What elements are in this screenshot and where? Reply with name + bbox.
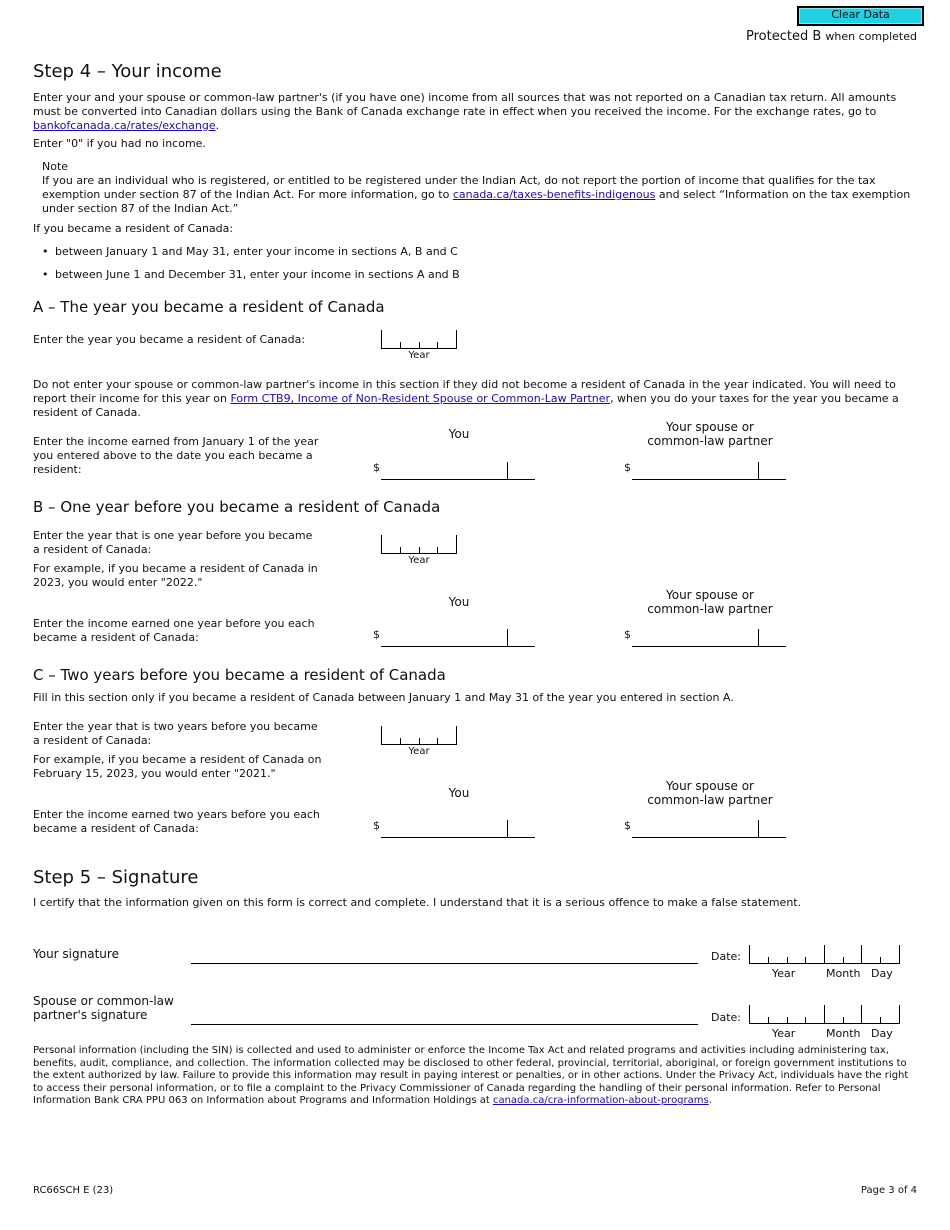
sectionB-example: For example, if you became a resident of Canada in 2023, you would enter "2022." bbox=[33, 562, 318, 589]
date-label: Date: bbox=[711, 950, 741, 963]
sectionC-you-header: You bbox=[448, 786, 470, 800]
sectionB-year-input[interactable] bbox=[381, 535, 457, 554]
step4-intro bbox=[33, 91, 913, 133]
your-signature-input[interactable] bbox=[191, 963, 698, 964]
sectionA-you-header: You bbox=[448, 427, 470, 441]
sectionC-income-label: Enter the income earned two years before you each became a resident of Canada: bbox=[33, 808, 320, 835]
sectionC-year-caption: Year bbox=[408, 746, 430, 757]
form-code: RC66SCH E (23) bbox=[33, 1185, 114, 1196]
sectionA-para-text: Do not enter your spouse or common-law partner's income in this section if they did not become a resident of Canada in the year indicated. You will need to report their income for this year on bbox=[33, 378, 896, 405]
sectionA-income-label: Enter the income earned from January 1 of the year you entered above to the date you each became a resident: bbox=[33, 435, 319, 476]
sectionC-intro: Fill in this section only if you became a resident of Canada between January 1 and May 31 of the year you entered in section A. bbox=[33, 691, 734, 704]
sectionA-spouse-income-input[interactable] bbox=[632, 462, 786, 480]
year-tick bbox=[437, 342, 438, 348]
sectionA-paragraph bbox=[33, 378, 908, 420]
step4-intro-end: . bbox=[215, 119, 220, 132]
year-caption: Year bbox=[772, 1027, 796, 1040]
cents-separator bbox=[507, 820, 508, 837]
dollar-sign: $ bbox=[373, 628, 380, 641]
certify-text: I certify that the information given on this form is correct and complete. I understand that it is a serious offence to make a false statement. bbox=[33, 896, 802, 909]
year-tick bbox=[419, 738, 420, 744]
protected-suffix: when completed bbox=[825, 30, 917, 43]
date-divider bbox=[824, 945, 825, 963]
year-tick bbox=[400, 738, 401, 744]
step5-title: Step 5 – Signature bbox=[33, 867, 199, 888]
year-tick bbox=[400, 342, 401, 348]
dollar-sign: $ bbox=[624, 628, 631, 641]
note-end: and select “Information on the tax exemption under section 87 of the Indian Act.” bbox=[42, 188, 911, 215]
bank-of-canada-link[interactable]: bankofcanada.ca/rates/exchange bbox=[33, 119, 216, 132]
your-signature-date-input[interactable] bbox=[749, 945, 900, 964]
dollar-sign: $ bbox=[624, 819, 631, 832]
bullet-item: • between January 1 and May 31, enter your income in sections A, B and C bbox=[33, 245, 460, 259]
note-block bbox=[42, 160, 917, 216]
cents-separator bbox=[758, 629, 759, 646]
date-tick bbox=[843, 957, 844, 963]
step4-title: Step 4 – Your income bbox=[33, 61, 222, 82]
sectionC-spouse-header: Your spouse or common-law partner bbox=[647, 779, 773, 807]
sectionC-title: C – Two years before you became a resident of Canada bbox=[33, 666, 446, 684]
date-tick bbox=[805, 1017, 806, 1023]
date-label: Date: bbox=[711, 1011, 741, 1024]
cents-separator bbox=[507, 629, 508, 646]
sectionB-spouse-header: Your spouse or common-law partner bbox=[647, 588, 773, 616]
sectionB-year-label: Enter the year that is one year before you became a resident of Canada: bbox=[33, 529, 313, 556]
indigenous-link[interactable]: canada.ca/taxes-benefits-indigenous bbox=[452, 188, 656, 201]
cents-separator bbox=[758, 820, 759, 837]
sectionC-you-income-input[interactable] bbox=[381, 820, 535, 838]
sectionA-spouse-header: Your spouse or common-law partner bbox=[647, 420, 773, 448]
cra-info-link[interactable]: canada.ca/cra-information-about-programs bbox=[492, 1095, 709, 1106]
sectionC-year-label: Enter the year that is two years before you became a resident of Canada: bbox=[33, 720, 318, 747]
sectionC-spouse-income-input[interactable] bbox=[632, 820, 786, 838]
day-caption: Day bbox=[871, 1027, 893, 1040]
privacy-text: Personal information (including the SIN) is collected and used to administer or enforce the Income Tax Act and related programs and activities including administering tax, benefits, audit, compliance, and collection. The information collected may be disclosed to other federal, provincial, territorial, aboriginal, or foreign government institutions to the extent authorized by law. Failure to provide this information may result in paying interest or penalties, or in other actions. Under the Privacy Act, individuals have the right to access their personal information, or to file a complaint to the Privacy Commissioner of Canada regarding the handling of their personal information. Refer to Personal Information Bank CRA PPU 063 on Information about Programs and Information Holdings at bbox=[33, 1045, 909, 1106]
date-divider bbox=[861, 1005, 862, 1023]
month-caption: Month bbox=[826, 967, 861, 980]
sectionA-year-caption: Year bbox=[408, 350, 430, 361]
resident-bullets bbox=[33, 245, 460, 282]
year-tick bbox=[400, 547, 401, 553]
year-tick bbox=[437, 738, 438, 744]
date-tick bbox=[787, 957, 788, 963]
sectionA-title: A – The year you became a resident of Canada bbox=[33, 298, 385, 316]
ctb9-link[interactable]: Form CTB9, Income of Non-Resident Spouse or Common-Law Partner bbox=[230, 392, 611, 405]
date-tick bbox=[787, 1017, 788, 1023]
day-caption: Day bbox=[871, 967, 893, 980]
date-tick bbox=[805, 957, 806, 963]
step4-intro-text: Enter your and your spouse or common-law partner's (if you have one) income from all sources that was not reported on a Canadian tax return. All amounts must be converted into Canadian dollars using the Bank of Canada exchange rate in effect when you received the income. For the exchange rates, go to bbox=[33, 91, 897, 118]
sectionB-you-header: You bbox=[448, 595, 470, 609]
date-tick bbox=[843, 1017, 844, 1023]
year-tick bbox=[437, 547, 438, 553]
protected-label bbox=[746, 29, 917, 44]
date-tick bbox=[768, 957, 769, 963]
spouse-signature-date-input[interactable] bbox=[749, 1005, 900, 1024]
bullet-item: • between June 1 and December 31, enter your income in sections A and B bbox=[33, 268, 460, 282]
sectionB-income-label: Enter the income earned one year before you each became a resident of Canada: bbox=[33, 617, 315, 644]
note-body: If you are an individual who is registered, or entitled to be registered under the Indian Act, do not report the portion of income that qualifies for the tax exemption under section 87 of the Indian Act. For more information, go to bbox=[42, 174, 876, 201]
sectionC-year-input[interactable] bbox=[381, 726, 457, 745]
enter-zero-text: Enter "0" if you had no income. bbox=[33, 137, 206, 150]
year-tick bbox=[419, 342, 420, 348]
sectionB-title: B – One year before you became a resident of Canada bbox=[33, 498, 441, 516]
year-caption: Year bbox=[772, 967, 796, 980]
protected-b: Protected B bbox=[746, 29, 822, 44]
page-number: Page 3 of 4 bbox=[860, 1185, 917, 1196]
sectionC-example: For example, if you became a resident of Canada on February 15, 2023, you would enter "2021." bbox=[33, 753, 322, 780]
sectionA-year-input[interactable] bbox=[381, 330, 457, 349]
your-signature-label: Your signature bbox=[33, 947, 119, 961]
dollar-sign: $ bbox=[373, 819, 380, 832]
clear-data-button[interactable]: Clear Data bbox=[797, 6, 924, 26]
date-tick bbox=[768, 1017, 769, 1023]
date-divider bbox=[824, 1005, 825, 1023]
note-text bbox=[42, 174, 917, 216]
sectionA-year-label: Enter the year you became a resident of Canada: bbox=[33, 333, 306, 346]
date-tick bbox=[880, 957, 881, 963]
privacy-end: . bbox=[708, 1095, 712, 1106]
cents-separator bbox=[758, 462, 759, 479]
sectionB-spouse-income-input[interactable] bbox=[632, 629, 786, 647]
date-divider bbox=[861, 945, 862, 963]
sectionA-you-income-input[interactable] bbox=[381, 462, 535, 480]
month-caption: Month bbox=[826, 1027, 861, 1040]
sectionA-para-end: , when you do your taxes for the year you became a resident of Canada. bbox=[33, 392, 899, 419]
spouse-signature-input[interactable] bbox=[191, 1024, 698, 1025]
cents-separator bbox=[507, 462, 508, 479]
date-tick bbox=[880, 1017, 881, 1023]
year-tick bbox=[419, 547, 420, 553]
dollar-sign: $ bbox=[624, 461, 631, 474]
resident-intro: If you became a resident of Canada: bbox=[33, 222, 234, 235]
privacy-statement bbox=[33, 1045, 919, 1108]
note-title: Note bbox=[42, 160, 69, 173]
dollar-sign: $ bbox=[373, 461, 380, 474]
spouse-signature-label: Spouse or common-law partner's signature bbox=[33, 994, 174, 1022]
sectionB-year-caption: Year bbox=[408, 555, 430, 566]
sectionB-you-income-input[interactable] bbox=[381, 629, 535, 647]
